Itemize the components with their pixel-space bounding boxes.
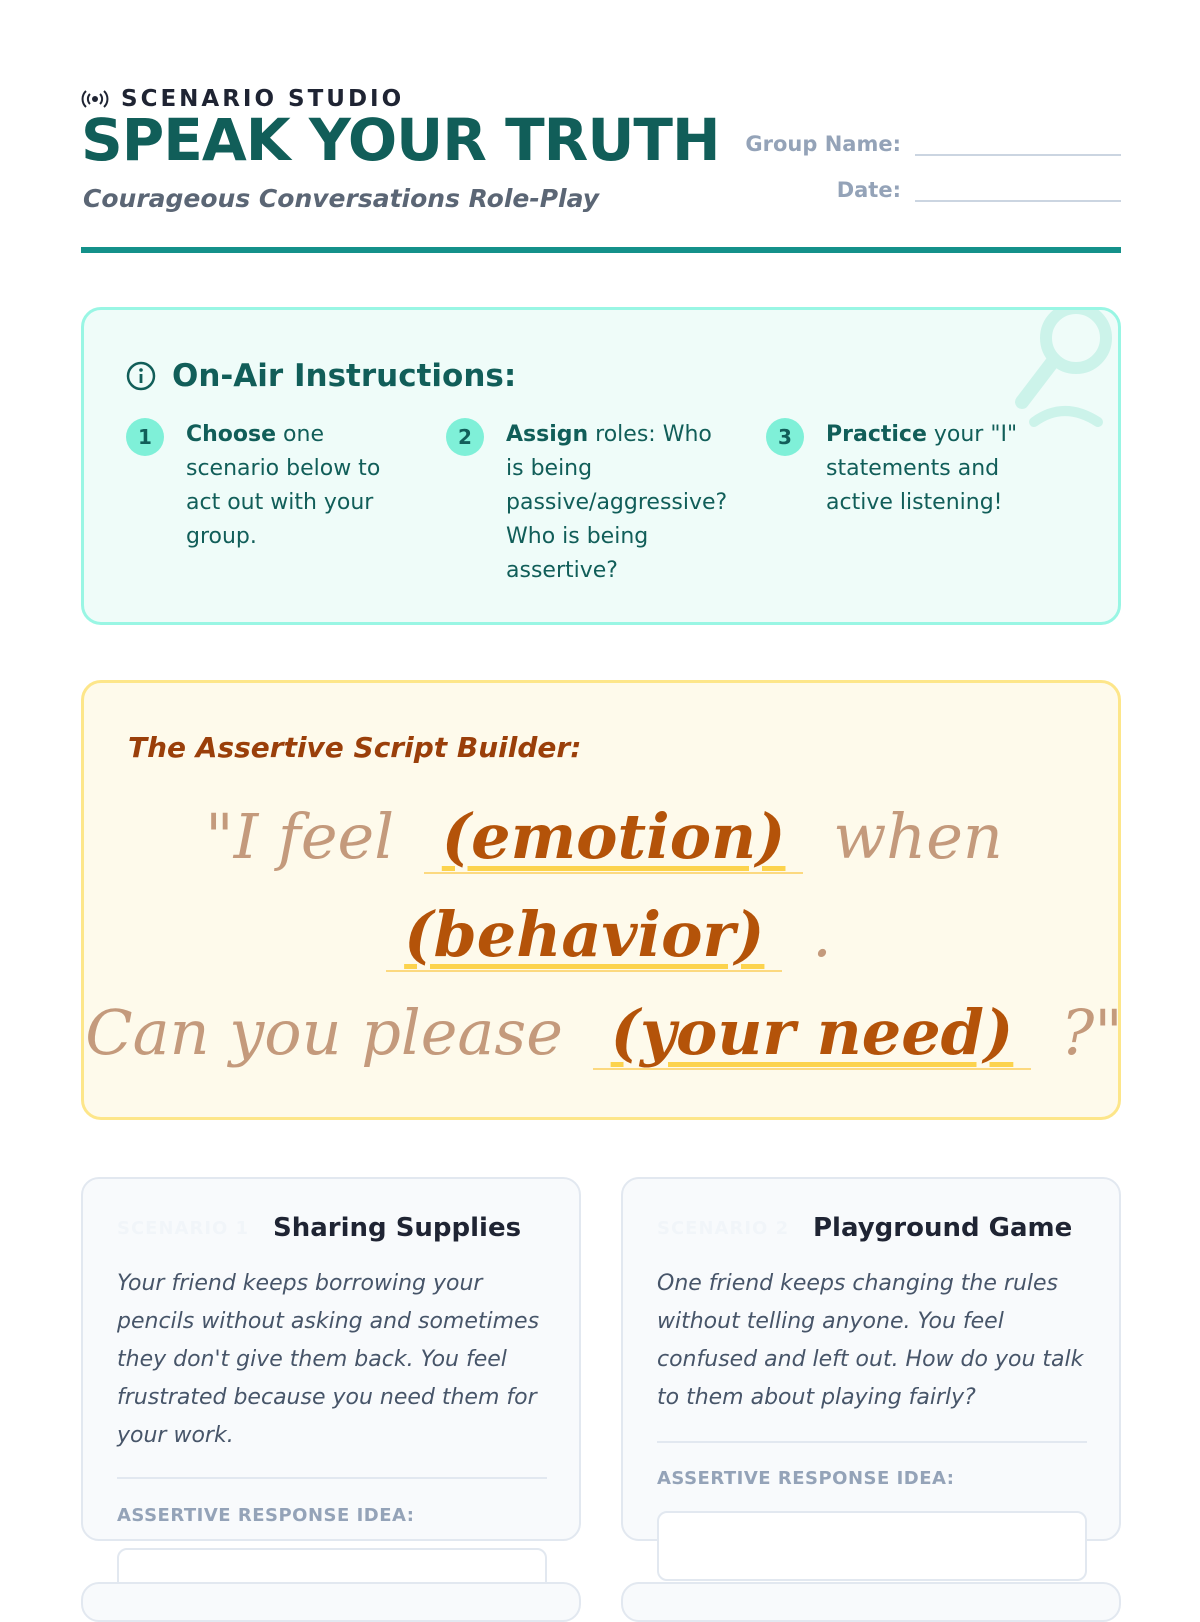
date-field[interactable]: [915, 170, 1121, 202]
script-text: "I feel: [205, 800, 395, 873]
scenario-card-partial: [81, 1582, 581, 1622]
scenario-title: Playground Game: [813, 1213, 1073, 1243]
step-number: 2: [446, 418, 484, 456]
scenario-divider: [117, 1477, 547, 1479]
page-title: SPEAK YOUR TRUTH: [81, 106, 720, 174]
scenario-card-partial: [621, 1582, 1121, 1622]
scenario-card: [621, 1177, 1121, 1541]
scenario-header: [117, 1213, 521, 1243]
script-line-2: [84, 886, 1124, 984]
need-blank[interactable]: (your need): [593, 998, 1032, 1070]
scenario-description: One friend keeps changing the rules without telling anyone. You feel confused and left out. How do you talk to them about playing fairly?: [657, 1271, 1084, 1410]
instructions-header: [126, 358, 516, 394]
scenario-description: Your friend keeps borrowing your pencils without asking and sometimes they don't give them back. You feel frustrated because you need them for your work.: [117, 1271, 540, 1448]
script-text: when: [833, 800, 1003, 873]
group-name-label: Group Name:: [745, 132, 901, 156]
scenario-title: Sharing Supplies: [273, 1213, 522, 1243]
script-builder-panel: [81, 680, 1121, 1120]
script-text: ?": [1061, 996, 1123, 1069]
date-row: [741, 156, 1121, 202]
emotion-blank[interactable]: (emotion): [424, 802, 804, 874]
info-icon: [126, 361, 156, 391]
scenario-divider: [657, 1441, 1087, 1443]
instruction-step: [446, 418, 766, 588]
header-divider: [81, 247, 1121, 253]
step-keyword: Choose: [186, 422, 277, 447]
instruction-step: [766, 418, 1086, 588]
scenario-tag: SCENARIO 1: [117, 1217, 250, 1239]
brand-name: SCENARIO STUDIO: [121, 86, 405, 112]
instruction-step: [126, 418, 446, 588]
meta-fields: [741, 110, 1121, 202]
step-number: 3: [766, 418, 804, 456]
worksheet-page: [81, 0, 1121, 1600]
script-template: [84, 788, 1124, 1082]
step-text: [826, 418, 1041, 588]
group-name-row: [741, 110, 1121, 156]
script-text: .: [812, 898, 832, 971]
step-number: 1: [126, 418, 164, 456]
step-body: roles: Who is being passive/aggressive? Who is being assertive?: [506, 422, 728, 583]
scenario-header: [657, 1213, 1072, 1243]
instructions-title: On-Air Instructions:: [172, 358, 517, 394]
script-text: Can you please: [85, 996, 563, 1069]
instructions-panel: [81, 307, 1121, 625]
response-label: ASSERTIVE RESPONSE IDEA:: [657, 1468, 955, 1489]
scenario-tag: SCENARIO 2: [657, 1217, 790, 1239]
date-label: Date:: [836, 178, 901, 202]
response-label: ASSERTIVE RESPONSE IDEA:: [117, 1505, 415, 1526]
step-keyword: Practice: [826, 422, 927, 447]
group-name-field[interactable]: [915, 124, 1121, 156]
step-text: [506, 418, 728, 588]
step-keyword: Assign: [506, 422, 589, 447]
step-body: one scenario below to act out with your group.: [186, 422, 381, 549]
scenario-card: [81, 1177, 581, 1541]
step-body: your "I" statements and active listening!: [826, 422, 1018, 515]
instruction-steps: [126, 418, 1086, 588]
behavior-blank[interactable]: (behavior): [386, 900, 782, 972]
page-subtitle: Courageous Conversations Role-Play: [83, 184, 600, 213]
script-builder-title: The Assertive Script Builder:: [128, 731, 582, 764]
step-text: [186, 418, 401, 588]
response-input[interactable]: [657, 1511, 1087, 1581]
script-line-3: [84, 984, 1124, 1082]
script-line-1: [84, 788, 1124, 886]
